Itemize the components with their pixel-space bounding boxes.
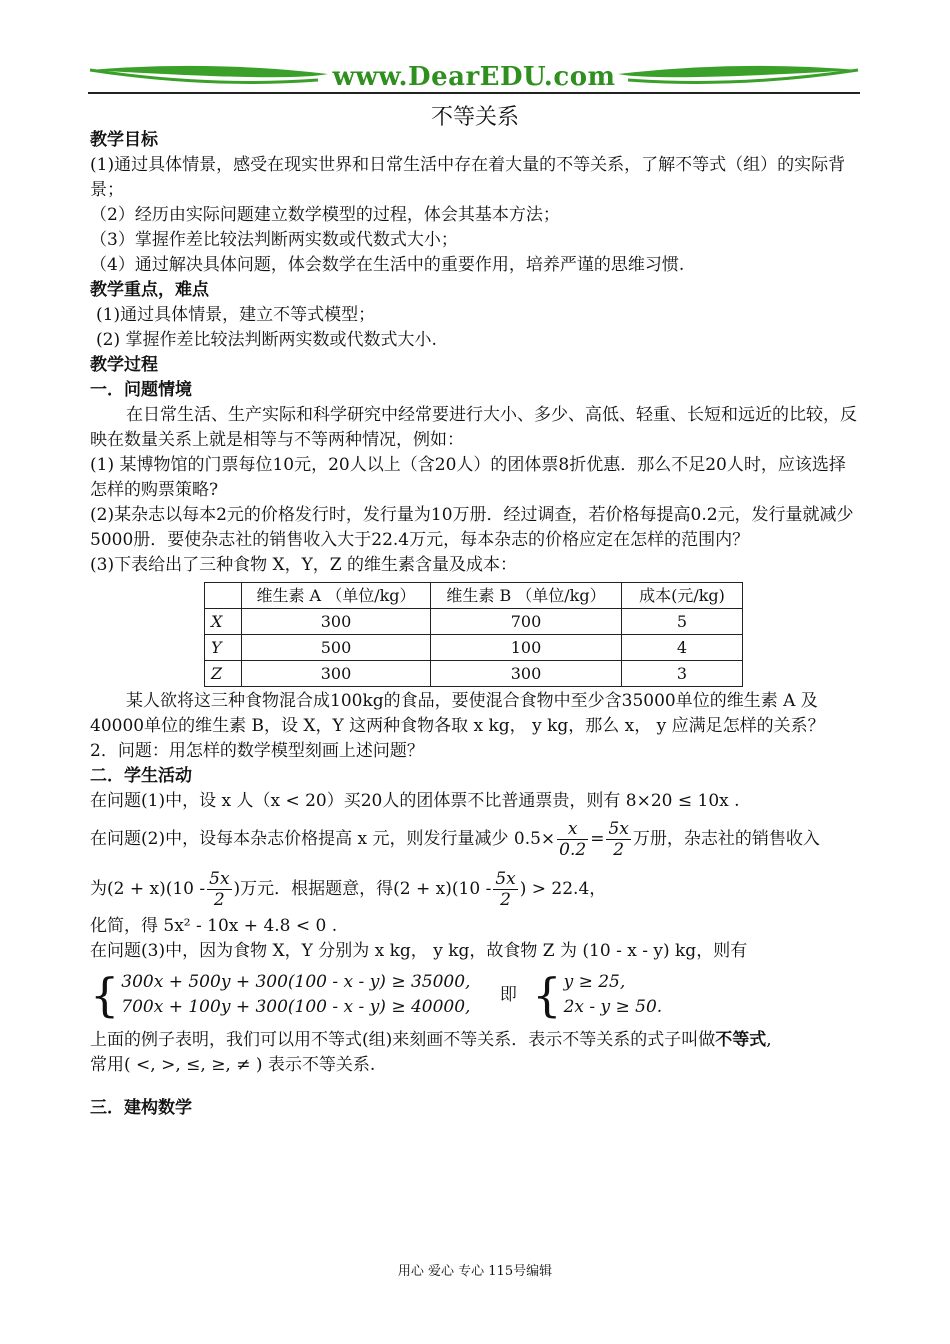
objectives-heading: 教学目标 xyxy=(90,130,158,150)
system-row: 700x + 100y + 300(100 - x - y) ≥ 40000, xyxy=(121,997,471,1017)
model-question: 2．问题：用怎样的数学模型刻画上述问题？ xyxy=(90,741,424,761)
analysis-line-1: 在问题(1)中，设 x 人（x < 20）买20人的团体票不比普通票贵，则有 8×20 ≤ 10x . xyxy=(90,791,740,811)
table-header-cell: 维生素 A （单位/kg） xyxy=(242,583,431,609)
question-1: (1) 某博物馆的门票每位10元，20人以上（含20人）的团体票8折优惠．那么不足20人时，应该选择怎样的购票策略? xyxy=(90,455,846,500)
analysis-line-4: 化简，得 5x² - 10x + 4.8 < 0 . xyxy=(90,916,338,936)
table-row xyxy=(205,609,743,635)
question-3: (3)下表给出了三种食物 X，Y，Z 的维生素含量及成本： xyxy=(90,555,518,575)
analysis-line-2: 在问题(2)中，设每本杂志价格提高 x 元，则发行量减少 0.5× $\frac{x}{0.2}$ = $\frac{5x}{2}$ 万册，杂志社的销售收入 xyxy=(90,819,820,860)
table-cell: 3 xyxy=(622,661,743,687)
table-cell: 700 xyxy=(431,609,622,635)
system-row: 300x + 500y + 300(100 - x - y) ≥ 35000, xyxy=(121,972,471,992)
conclusion-punct: , xyxy=(766,1030,772,1050)
intro-paragraph: 在日常生活、生产实际和科学研究中经常要进行大小、多少、高低、轻重、长短和远近的比较，反映在数量关系上就是相等与不等两种情况，例如： xyxy=(90,405,857,450)
analysis-text: 在问题(2)中，设每本杂志价格提高 x 元，则发行量减少 0.5× xyxy=(90,829,556,849)
fraction-denominator: 0.2 xyxy=(559,840,587,860)
fraction-denominator: 2 xyxy=(613,840,625,860)
fraction-numerator: x xyxy=(557,819,588,840)
page-footer: 用心 爱心 专心 115号编辑 xyxy=(397,1264,553,1279)
keypoint-item: (2) 掌握作差比较法判断两实数或代数式大小. xyxy=(96,330,437,350)
table-cell: 5 xyxy=(622,609,743,635)
conclusion-text: 上面的例子表明，我们可以用不等式(组)来刻画不等关系．表示不等关系的式子叫做 xyxy=(90,1030,716,1050)
table-row xyxy=(205,635,743,661)
table-cell: Z xyxy=(205,661,242,687)
process-heading: 教学过程 xyxy=(90,355,158,375)
system-a xyxy=(90,970,470,1020)
keypoint-item: (1)通过具体情景，建立不等式模型； xyxy=(96,305,376,325)
table-cell: 300 xyxy=(242,609,431,635)
fraction xyxy=(606,819,630,860)
table-cell: 300 xyxy=(242,661,431,687)
table-row xyxy=(205,661,743,687)
objective-item: （3）掌握作差比较法判断两实数或代数式大小； xyxy=(90,230,458,250)
fraction xyxy=(557,819,588,860)
fraction xyxy=(207,869,231,910)
table-cell: 100 xyxy=(431,635,622,661)
analysis-line-5: 在问题(3)中，因为食物 X，Y 分别为 x kg， y kg，故食物 Z 为 (10 - x - y) kg，则有 xyxy=(90,941,748,961)
analysis-text: 万册，杂志社的销售收入 xyxy=(632,829,820,849)
brace-icon: { xyxy=(90,968,120,1022)
system-b xyxy=(532,970,662,1020)
student-activity-heading: 二．学生活动 xyxy=(90,766,192,786)
system-row: 2x - y ≥ 50. xyxy=(563,997,663,1017)
table-cell: 500 xyxy=(242,635,431,661)
objective-item: （4）通过解决具体问题，体会数学在生活中的重要作用，培养严谨的思维习惯. xyxy=(90,255,685,275)
table-cell: 4 xyxy=(622,635,743,661)
site-header xyxy=(88,60,860,96)
analysis-text: ) > 22.4， xyxy=(519,879,607,899)
problem-context-heading: 一．问题情境 xyxy=(90,380,192,400)
table-header-cell: 维生素 B （单位/kg） xyxy=(431,583,622,609)
inequality-term: 不等式 xyxy=(715,1030,767,1050)
header-rule xyxy=(88,92,860,94)
system-row: y ≥ 25, xyxy=(563,972,626,992)
table-header-cell: 成本(元/kg) xyxy=(622,583,743,609)
keypoints-heading: 教学重点，难点 xyxy=(90,280,209,300)
brace-icon: { xyxy=(532,968,562,1022)
fraction xyxy=(493,869,517,910)
question-2: (2)某杂志以每本2元的价格发行时，发行量为10万册．经过调查，若价格每提高0.2元，发行量就减少5000册．要使杂志社的销售收入大于22.4万元，每本杂志的价格应定在怎样的范围内？ xyxy=(90,505,854,550)
analysis-text: 为(2 + x)(10 - xyxy=(90,879,206,899)
page-title: 不等关系 xyxy=(430,105,519,130)
equivalent-label: 即 xyxy=(499,984,517,1005)
table-cell: 300 xyxy=(431,661,622,687)
table-cell: X xyxy=(205,609,242,635)
fraction-denominator: 2 xyxy=(500,890,511,910)
objective-item: （2）经历由实际问题建立数学模型的过程，体会其基本方法； xyxy=(90,205,560,225)
fraction-numerator: 5x xyxy=(608,819,629,839)
table-header-row xyxy=(205,583,743,609)
fraction-numerator: 5x xyxy=(495,869,516,889)
inequality-systems xyxy=(90,970,860,1020)
build-math-heading: 三．建构数学 xyxy=(90,1098,192,1118)
analysis-text: )万元．根据题意，得(2 + x)(10 - xyxy=(233,879,492,899)
conclusion-paragraph xyxy=(90,1028,860,1053)
main-content xyxy=(90,128,860,1121)
analysis-line-3 xyxy=(90,864,860,914)
vitamin-table xyxy=(204,582,743,687)
objective-item: (1)通过具体情景，感受在现实世界和日常生活中存在着大量的不等关系，了解不等式（组）的实际背景； xyxy=(90,155,846,200)
mixture-paragraph: 某人欲将这三种食物混合成100kg的食品，要使混合食物中至少含35000单位的维生素 A 及40000单位的维生素 B，设 X，Y 这两种食物各取 x kg， y kg，那么 x， y 应满足怎样的关系？ xyxy=(90,691,825,736)
table-header-cell xyxy=(205,583,242,609)
site-url[interactable]: www.DearEDU.com xyxy=(332,62,616,92)
table-cell: Y xyxy=(205,635,242,661)
fraction-numerator: 5x xyxy=(209,869,230,889)
fraction-denominator: 2 xyxy=(213,890,225,910)
common-symbols-line: 常用( <, >, ≤, ≥, ≠ ) 表示不等关系. xyxy=(90,1055,376,1075)
